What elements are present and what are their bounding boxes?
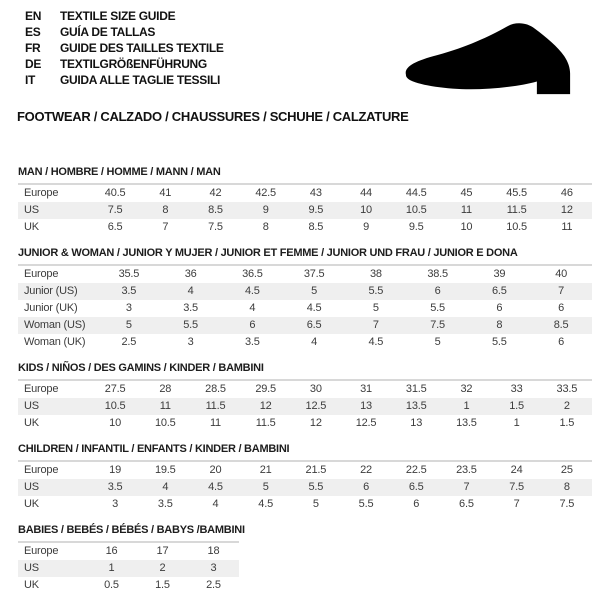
table-row <box>18 479 592 496</box>
row-label: Europe <box>24 268 59 280</box>
table-row <box>18 334 592 351</box>
size-cell: 10.5 <box>506 221 527 233</box>
size-cell: 22 <box>360 464 372 476</box>
size-cell: 2.5 <box>121 336 137 348</box>
language-code: FR <box>25 41 41 55</box>
size-cell: 7 <box>463 481 470 493</box>
table-row <box>18 184 592 202</box>
size-cell: 8 <box>496 319 503 331</box>
size-cell: 13.5 <box>456 417 477 429</box>
size-cell: 10.5 <box>405 204 427 216</box>
table-row <box>18 219 592 236</box>
table-row <box>18 202 592 219</box>
size-cell: 33.5 <box>556 383 578 395</box>
size-cell: 31.5 <box>405 383 427 395</box>
size-cell: 6 <box>363 481 369 493</box>
size-cell: 31 <box>360 383 372 395</box>
size-cell: 6.5 <box>459 498 474 510</box>
size-cell: 23.5 <box>456 464 477 476</box>
size-cell: 11 <box>460 204 472 216</box>
size-cell: 6 <box>496 302 503 314</box>
size-cell: 5 <box>262 481 269 493</box>
size-cell: 11.5 <box>506 204 527 216</box>
size-cell: 10.5 <box>104 400 126 412</box>
size-table <box>18 379 592 432</box>
table-row <box>18 380 592 398</box>
language-list <box>25 8 224 88</box>
size-cell: 4.5 <box>208 481 223 493</box>
category-title: FOOTWEAR / CALZADO / CHAUSSURES / SCHUHE / CALZATURE <box>17 109 409 124</box>
size-cell: 29.5 <box>255 383 276 395</box>
size-cell: 10 <box>460 221 473 233</box>
size-cell: 0.5 <box>104 579 119 591</box>
table-row <box>18 317 592 334</box>
size-cell: 4 <box>187 285 194 297</box>
size-cell: 5.5 <box>358 498 374 510</box>
language-label: GUIDA ALLE TAGLIE TESSILI <box>60 73 221 87</box>
size-cell: 6 <box>413 498 420 510</box>
size-cell: 13 <box>410 417 423 429</box>
section-title: CHILDREN / INFANTIL / ENFANTS / KINDER / BAMBINI <box>18 443 290 455</box>
row-label: Woman (UK) <box>24 336 86 348</box>
size-cell: 19.5 <box>154 464 176 476</box>
size-cell: 13.5 <box>405 400 427 412</box>
size-cell: 7 <box>513 498 520 510</box>
size-cell: 24 <box>510 464 523 476</box>
size-cell: 28.5 <box>205 383 226 395</box>
size-cell: 6 <box>558 336 565 348</box>
size-cell: 6 <box>558 302 565 314</box>
language-label: TEXTILGRÖßENFÜHRUNG <box>60 57 207 71</box>
shoe-icon <box>397 16 580 102</box>
table-row <box>18 265 592 283</box>
size-cell: 7.5 <box>208 221 223 233</box>
size-cell: 8.5 <box>308 221 324 233</box>
row-label: Junior (UK) <box>24 302 78 314</box>
row-label: US <box>24 400 39 412</box>
table-row <box>18 542 239 560</box>
size-cell: 5 <box>311 285 318 297</box>
size-cell: 3 <box>112 498 119 510</box>
size-cell: 4.5 <box>306 302 322 314</box>
size-cell: 6.5 <box>107 221 123 233</box>
language-code: DE <box>25 57 42 71</box>
size-cell: 7 <box>558 285 565 297</box>
size-cell: 36 <box>184 268 197 280</box>
size-cell: 12 <box>259 400 272 412</box>
language-code: ES <box>25 25 41 39</box>
size-cell: 8 <box>563 481 570 493</box>
table-row <box>18 398 592 415</box>
row-label: US <box>24 481 39 493</box>
size-cell: 3 <box>125 302 132 314</box>
size-cell: 42.5 <box>255 187 276 199</box>
size-cell: 9 <box>363 221 369 233</box>
row-label: Europe <box>24 545 59 557</box>
language-label: GUIDE DES TAILLES TEXTILE <box>60 41 224 55</box>
size-cell: 22.5 <box>405 464 427 476</box>
size-table <box>18 264 592 351</box>
size-cell: 5 <box>434 336 441 348</box>
size-cell: 13 <box>360 400 372 412</box>
size-cell: 21.5 <box>305 464 327 476</box>
size-cell: 27.5 <box>104 383 126 395</box>
size-cell: 40 <box>555 268 568 280</box>
size-tables <box>18 166 592 600</box>
size-cell: 11 <box>209 417 221 429</box>
size-cell: 8 <box>262 221 269 233</box>
size-cell: 39 <box>493 268 506 280</box>
size-cell: 25 <box>560 464 573 476</box>
language-code: IT <box>25 73 36 87</box>
size-cell: 20 <box>209 464 222 476</box>
size-cell: 3.5 <box>157 498 173 510</box>
size-cell: 1 <box>513 417 520 429</box>
size-cell: 43 <box>309 187 322 199</box>
size-cell: 1 <box>108 562 115 574</box>
size-cell: 46 <box>560 187 573 199</box>
size-cell: 37.5 <box>303 268 325 280</box>
size-cell: 4 <box>212 498 219 510</box>
size-cell: 2.5 <box>206 579 221 591</box>
size-cell: 17 <box>156 545 169 557</box>
size-cell: 4.5 <box>245 285 260 297</box>
row-label: US <box>24 204 39 216</box>
size-cell: 7 <box>372 319 379 331</box>
size-cell: 30 <box>309 383 322 395</box>
size-cell: 4 <box>162 481 169 493</box>
row-label: US <box>24 562 39 574</box>
size-cell: 3 <box>187 336 194 348</box>
size-cell: 42 <box>209 187 222 199</box>
size-cell: 4 <box>311 336 318 348</box>
size-cell: 5.5 <box>430 302 445 314</box>
size-cell: 4 <box>249 302 256 314</box>
size-cell: 38 <box>369 268 382 280</box>
size-cell: 8.5 <box>553 319 569 331</box>
table-row <box>18 496 592 513</box>
table-row <box>18 461 592 479</box>
size-cell: 33 <box>510 383 523 395</box>
size-table <box>18 541 239 594</box>
table-row <box>18 415 592 432</box>
size-cell: 5.5 <box>368 285 384 297</box>
row-label: Junior (US) <box>24 285 78 297</box>
size-cell: 45 <box>460 187 473 199</box>
size-section <box>18 166 592 236</box>
size-cell: 2 <box>159 562 166 574</box>
size-cell: 6.5 <box>408 481 424 493</box>
size-section <box>18 443 592 513</box>
size-cell: 41 <box>159 187 172 199</box>
size-cell: 6 <box>434 285 441 297</box>
language-row <box>25 24 224 40</box>
table-row <box>18 283 592 300</box>
language-row <box>25 40 224 56</box>
size-cell: 4.5 <box>368 336 384 348</box>
size-cell: 12 <box>309 417 322 429</box>
size-cell: 1.5 <box>155 579 170 591</box>
row-label: UK <box>24 221 39 233</box>
size-table <box>18 183 592 236</box>
size-cell: 9 <box>262 204 269 216</box>
size-cell: 6 <box>249 319 256 331</box>
size-cell: 12.5 <box>305 400 327 412</box>
size-table <box>18 460 592 513</box>
size-section <box>18 247 592 351</box>
table-row <box>18 577 239 594</box>
row-label: UK <box>24 579 39 591</box>
size-cell: 6.5 <box>306 319 322 331</box>
size-cell: 7.5 <box>559 498 575 510</box>
size-cell: 10 <box>360 204 372 216</box>
size-cell: 5.5 <box>492 336 507 348</box>
size-cell: 38.5 <box>427 268 448 280</box>
size-cell: 3.5 <box>183 302 198 314</box>
section-title: KIDS / NIÑOS / DES GAMINS / KINDER / BAMBINI <box>18 362 264 374</box>
size-cell: 5 <box>125 319 132 331</box>
size-cell: 9.5 <box>308 204 324 216</box>
table-row <box>18 560 239 577</box>
size-cell: 28 <box>159 383 172 395</box>
language-label: GUÍA DE TALLAS <box>60 25 156 39</box>
size-cell: 7.5 <box>107 204 123 216</box>
size-cell: 3.5 <box>245 336 260 348</box>
language-code: EN <box>25 9 42 23</box>
size-cell: 8.5 <box>208 204 223 216</box>
size-cell: 8 <box>162 204 169 216</box>
size-cell: 11.5 <box>205 400 226 412</box>
size-cell: 10.5 <box>154 417 176 429</box>
size-cell: 11 <box>561 221 573 233</box>
size-cell: 1 <box>463 400 470 412</box>
size-cell: 3.5 <box>107 481 123 493</box>
size-cell: 5.5 <box>183 319 198 331</box>
size-cell: 12.5 <box>355 417 377 429</box>
row-label: Europe <box>24 464 59 476</box>
section-title: MAN / HOMBRE / HOMME / MANN / MAN <box>18 166 221 178</box>
size-cell: 4.5 <box>258 498 273 510</box>
size-cell: 9.5 <box>408 221 424 233</box>
size-cell: 3.5 <box>121 285 137 297</box>
section-title: JUNIOR & WOMAN / JUNIOR Y MUJER / JUNIOR ET FEMME / JUNIOR UND FRAU / JUNIOR E DONA <box>18 247 518 259</box>
size-cell: 6.5 <box>492 285 507 297</box>
row-label: Woman (US) <box>24 319 86 331</box>
size-cell: 32 <box>460 383 473 395</box>
size-cell: 40.5 <box>104 187 126 199</box>
size-section <box>18 362 592 432</box>
row-label: UK <box>24 417 39 429</box>
size-cell: 44 <box>360 187 372 199</box>
size-cell: 18 <box>207 545 220 557</box>
size-cell: 10 <box>109 417 122 429</box>
language-label: TEXTILE SIZE GUIDE <box>60 9 176 23</box>
size-cell: 1.5 <box>509 400 524 412</box>
size-cell: 36.5 <box>242 268 263 280</box>
size-cell: 44.5 <box>405 187 427 199</box>
language-row <box>25 72 224 88</box>
size-cell: 7.5 <box>509 481 524 493</box>
table-row <box>18 300 592 317</box>
size-cell: 1.5 <box>559 417 575 429</box>
size-cell: 2 <box>563 400 570 412</box>
size-section <box>18 524 592 594</box>
size-cell: 16 <box>105 545 118 557</box>
size-cell: 7 <box>162 221 169 233</box>
size-cell: 5 <box>372 302 379 314</box>
size-cell: 7.5 <box>430 319 445 331</box>
row-label: UK <box>24 498 39 510</box>
size-cell: 19 <box>109 464 122 476</box>
size-cell: 45.5 <box>506 187 527 199</box>
row-label: Europe <box>24 383 59 395</box>
size-cell: 35.5 <box>118 268 140 280</box>
size-cell: 12 <box>560 204 573 216</box>
row-label: Europe <box>24 187 59 199</box>
size-cell: 11.5 <box>255 417 276 429</box>
language-row <box>25 8 224 24</box>
section-title: BABIES / BEBÉS / BÉBÉS / BABYS /BAMBINI <box>18 524 245 536</box>
size-cell: 5.5 <box>308 481 324 493</box>
size-cell: 11 <box>159 400 171 412</box>
size-cell: 3 <box>210 562 217 574</box>
language-row <box>25 56 224 72</box>
size-cell: 5 <box>312 498 319 510</box>
size-cell: 21 <box>259 464 272 476</box>
